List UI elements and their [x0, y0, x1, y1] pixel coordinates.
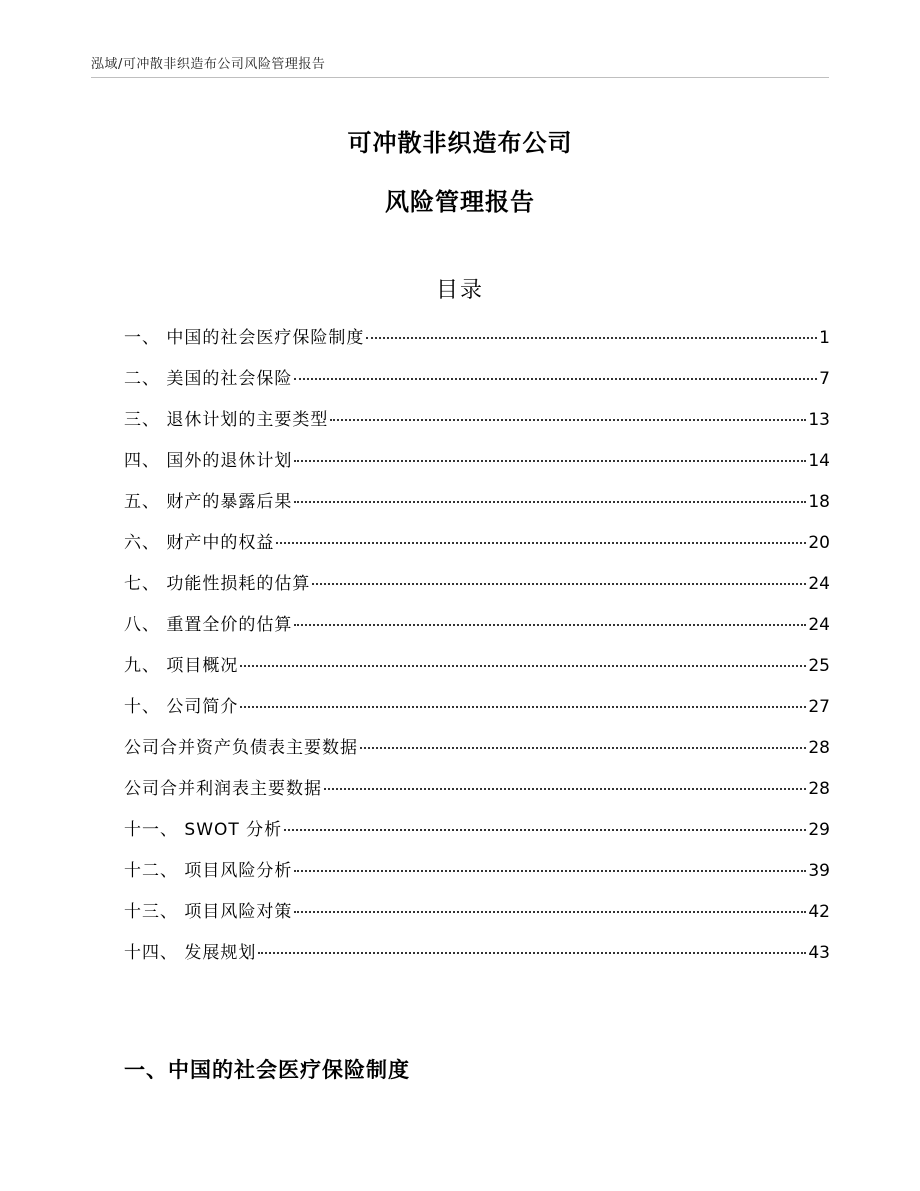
- section-heading: 一、中国的社会医疗保险制度: [124, 1058, 410, 1082]
- toc-leader-dots: [294, 501, 806, 503]
- toc-leader-dots: [294, 378, 817, 380]
- toc-entry-page: 7: [819, 369, 830, 389]
- toc-leader-dots: [294, 460, 806, 462]
- toc-leader-dots: [294, 624, 806, 626]
- toc-entry-label: 十四、 发展规划: [124, 943, 257, 963]
- toc-entry[interactable]: [124, 323, 830, 364]
- running-header: 泓域/可冲散非织造布公司风险管理报告: [91, 57, 326, 72]
- toc-entry[interactable]: [124, 487, 830, 528]
- document-title-line-1: 可冲散非织造布公司: [347, 129, 573, 157]
- toc-leader-dots: [360, 747, 806, 749]
- document-title-line-2: 风险管理报告: [385, 188, 535, 216]
- toc-entry-page: 14: [808, 451, 830, 471]
- toc-entry-label: 公司合并资产负债表主要数据: [124, 738, 358, 758]
- toc-entry-page: 28: [808, 738, 830, 758]
- toc-entry-label: 六、 财产中的权益: [124, 533, 275, 553]
- toc-heading: 目录: [435, 278, 484, 303]
- toc-entry-label: 八、 重置全价的估算: [124, 615, 293, 635]
- toc-leader-dots: [240, 665, 806, 667]
- toc-entry-page: 18: [808, 492, 830, 512]
- toc-entry-page: 43: [808, 943, 830, 963]
- toc-leader-dots: [258, 952, 806, 954]
- toc-entry[interactable]: [124, 446, 830, 487]
- toc-entry-label: 三、 退休计划的主要类型: [124, 410, 329, 430]
- toc-entry[interactable]: [124, 610, 830, 651]
- toc-entry-page: 29: [808, 820, 830, 840]
- toc-entry[interactable]: [124, 405, 830, 446]
- toc-entry-page: 1: [819, 328, 830, 348]
- toc-entry-label: 一、 中国的社会医疗保险制度: [124, 328, 365, 348]
- toc-entry-label: 五、 财产的暴露后果: [124, 492, 293, 512]
- toc-entry-page: 24: [808, 574, 830, 594]
- toc-entry[interactable]: [124, 364, 830, 405]
- table-of-contents: [124, 323, 830, 979]
- toc-leader-dots: [276, 542, 806, 544]
- toc-entry[interactable]: [124, 692, 830, 733]
- toc-entry-label: 九、 项目概况: [124, 656, 239, 676]
- toc-entry-label: 十一、 SWOT 分析: [124, 820, 283, 840]
- toc-entry[interactable]: [124, 938, 830, 979]
- toc-entry-page: 20: [808, 533, 830, 553]
- toc-entry[interactable]: [124, 569, 830, 610]
- toc-entry-page: 25: [808, 656, 830, 676]
- toc-entry-page: 28: [808, 779, 830, 799]
- toc-entry[interactable]: [124, 815, 830, 856]
- toc-leader-dots: [324, 788, 806, 790]
- toc-entry-label: 七、 功能性损耗的估算: [124, 574, 311, 594]
- toc-entry[interactable]: [124, 774, 830, 815]
- toc-entry-label: 四、 国外的退休计划: [124, 451, 293, 471]
- toc-leader-dots: [240, 706, 806, 708]
- toc-entry-label: 十二、 项目风险分析: [124, 861, 293, 881]
- toc-entry-page: 39: [808, 861, 830, 881]
- toc-entry[interactable]: [124, 856, 830, 897]
- toc-entry-page: 27: [808, 697, 830, 717]
- toc-entry-page: 24: [808, 615, 830, 635]
- toc-entry-label: 公司合并利润表主要数据: [124, 779, 322, 799]
- toc-leader-dots: [366, 337, 817, 339]
- toc-entry-label: 十、 公司简介: [124, 697, 239, 717]
- toc-leader-dots: [312, 583, 806, 585]
- header-rule: [91, 77, 829, 78]
- toc-leader-dots: [294, 870, 806, 872]
- toc-entry[interactable]: [124, 733, 830, 774]
- toc-entry[interactable]: [124, 528, 830, 569]
- toc-entry-page: 42: [808, 902, 830, 922]
- toc-entry-page: 13: [808, 410, 830, 430]
- toc-entry[interactable]: [124, 897, 830, 938]
- toc-entry[interactable]: [124, 651, 830, 692]
- toc-leader-dots: [284, 829, 806, 831]
- toc-leader-dots: [294, 911, 806, 913]
- toc-entry-label: 十三、 项目风险对策: [124, 902, 293, 922]
- toc-leader-dots: [330, 419, 806, 421]
- toc-entry-label: 二、 美国的社会保险: [124, 369, 293, 389]
